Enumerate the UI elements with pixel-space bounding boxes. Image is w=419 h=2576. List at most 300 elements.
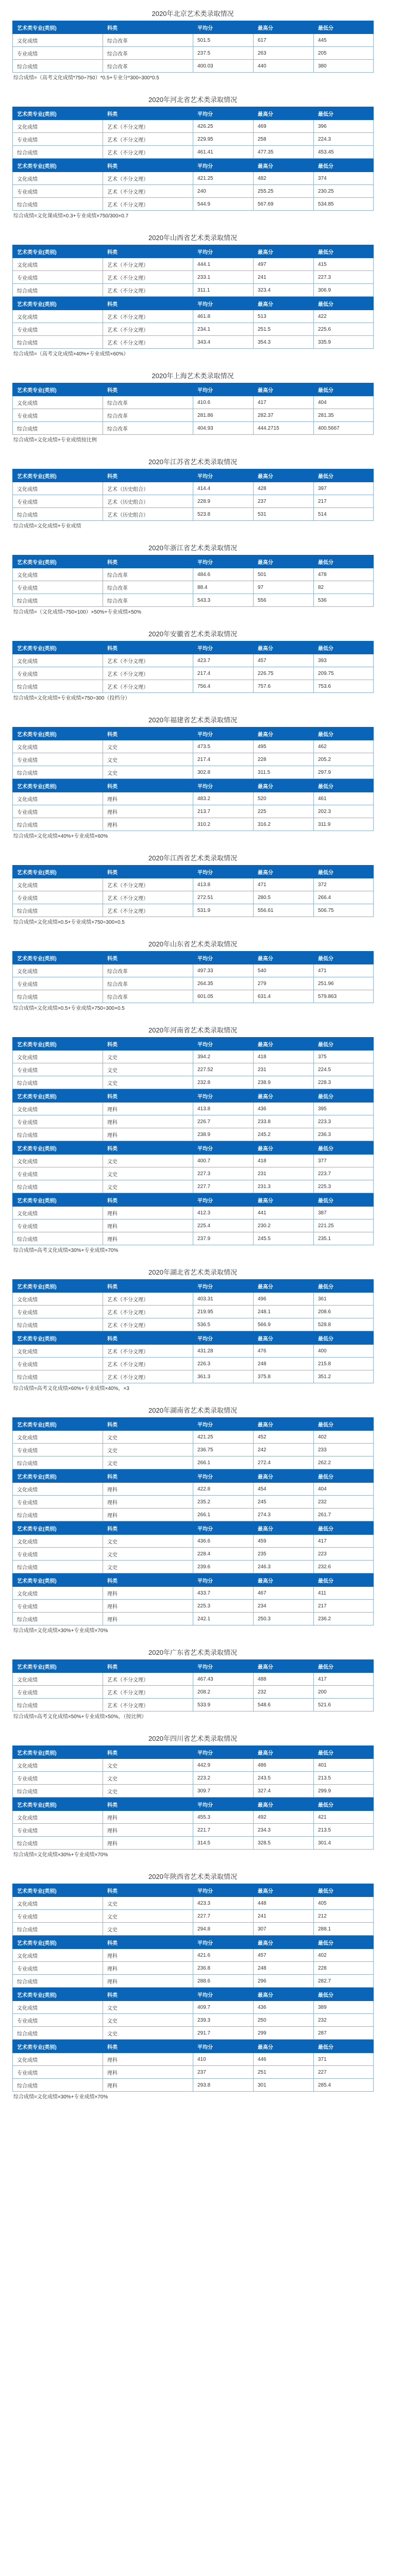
table-cell: 227: [314, 2066, 374, 2079]
table-row: [13, 1535, 374, 1548]
table-cell: 文史: [103, 1910, 193, 1923]
table-row: [13, 1772, 374, 1785]
score-table: [12, 1936, 374, 1988]
table-cell: 艺术（不分文理）: [103, 271, 193, 284]
header-cell: 平均分: [193, 555, 254, 568]
table-header-row: [13, 159, 374, 172]
table-cell: 理科: [103, 1128, 193, 1141]
section-spacer: [0, 1257, 419, 1266]
table-cell: 综合成绩: [13, 198, 103, 211]
table-cell: 299: [254, 2027, 314, 2040]
table-cell: 综合改革: [103, 396, 193, 409]
table-cell: 444.1: [193, 258, 254, 271]
table-cell: 226.7: [193, 1115, 254, 1128]
score-table: [12, 245, 374, 297]
table-cell: 文史: [103, 1897, 193, 1910]
table-cell: 文史: [103, 2027, 193, 2040]
table-cell: 艺术（不分文理）: [103, 336, 193, 349]
table-cell: 综合改革: [103, 568, 193, 581]
header-cell: 科类: [103, 107, 193, 120]
table-cell: 250.3: [254, 1613, 314, 1625]
table-cell: 文史: [103, 1759, 193, 1772]
table-cell: 理科: [103, 1811, 193, 1824]
table-cell: 394.2: [193, 1050, 254, 1063]
table-cell: 艺术（不分文理）: [103, 1306, 193, 1318]
table-cell: 242: [254, 1444, 314, 1456]
header-cell: 最低分: [314, 952, 374, 964]
table-cell: 361: [314, 1293, 374, 1306]
table-cell: 461.41: [193, 146, 254, 159]
table-row: [13, 1050, 374, 1063]
table-cell: 484.6: [193, 568, 254, 581]
header-cell: 最低分: [314, 1522, 374, 1535]
table-row: [13, 409, 374, 422]
header-cell: 最低分: [314, 383, 374, 396]
table-cell: 251.96: [314, 977, 374, 990]
header-cell: 平均分: [193, 1470, 254, 1483]
header-cell: 平均分: [193, 383, 254, 396]
table-header-row: [13, 641, 374, 654]
table-row: [13, 271, 374, 284]
admission-section: [12, 1646, 373, 1723]
table-cell: 556: [254, 594, 314, 607]
header-cell: 艺术类专业(类别): [13, 1746, 103, 1759]
table-cell: 436.6: [193, 1535, 254, 1548]
table-cell: 艺术（不分文理）: [103, 1345, 193, 1358]
table-cell: 文史: [103, 1076, 193, 1089]
table-cell: 274.3: [254, 1509, 314, 1521]
table-row: [13, 1076, 374, 1089]
table-cell: 396: [314, 120, 374, 133]
table-cell: 艺术（不分文理）: [103, 172, 193, 185]
table-header-row: [13, 297, 374, 310]
section-title: 2020年河北省艺术类录取情况: [148, 96, 237, 104]
header-cell: 平均分: [193, 2040, 254, 2053]
table-cell: 97: [254, 581, 314, 594]
table-cell: 文化成绩: [13, 1483, 103, 1496]
table-cell: 436: [254, 1103, 314, 1115]
table-row: [13, 1759, 374, 1772]
section-title: 2020年湖南省艺术类录取情况: [148, 1406, 237, 1414]
table-cell: 506.75: [314, 904, 374, 917]
table-cell: 228.9: [193, 495, 254, 508]
formula-note: 综合成绩=文化成绩×0.5+专业成绩×750÷300×0.5: [13, 1006, 125, 1011]
table-cell: 文史: [103, 1561, 193, 1573]
table-cell: 266.1: [193, 1509, 254, 1521]
formula-note: 综合成绩=文化成绩×30%+专业成绩×70%: [13, 1628, 108, 1634]
table-row: [13, 1897, 374, 1910]
table-cell: 专业成绩: [13, 891, 103, 904]
table-header-row: [13, 383, 374, 396]
header-cell: 科类: [103, 1574, 193, 1587]
table-cell: 441: [254, 1207, 314, 1219]
score-table: [12, 1417, 374, 1469]
table-header-row: [13, 1332, 374, 1345]
table-cell: 536: [314, 594, 374, 607]
table-cell: 227.52: [193, 1063, 254, 1076]
table-cell: 综合成绩: [13, 818, 103, 831]
table-cell: 艺术（历史组合）: [103, 482, 193, 495]
table-cell: 237.5: [193, 47, 254, 60]
table-cell: 467.43: [193, 1673, 254, 1686]
table-cell: 461.8: [193, 310, 254, 323]
table-row: [13, 1483, 374, 1496]
table-cell: 文化成绩: [13, 172, 103, 185]
header-cell: 艺术类专业(类别): [13, 159, 103, 172]
table-row: [13, 2027, 374, 2040]
table-cell: 400: [314, 1345, 374, 1358]
table-cell: 231: [254, 1167, 314, 1180]
header-cell: 艺术类专业(类别): [13, 727, 103, 740]
table-cell: 202.3: [314, 805, 374, 818]
table-cell: 专业成绩: [13, 977, 103, 990]
table-cell: 410: [193, 2053, 254, 2066]
table-cell: 248: [254, 1962, 314, 1975]
table-cell: 411: [314, 1587, 374, 1600]
table-cell: 专业成绩: [13, 271, 103, 284]
table-cell: 255.25: [254, 185, 314, 198]
table-cell: 文化成绩: [13, 396, 103, 409]
table-cell: 综合成绩: [13, 1785, 103, 1798]
table-row: [13, 198, 374, 211]
table-row: [13, 680, 374, 693]
table-row: [13, 310, 374, 323]
table-row: [13, 1180, 374, 1193]
table-cell: 理科: [103, 1509, 193, 1521]
table-cell: 文化成绩: [13, 120, 103, 133]
table-cell: 文史: [103, 2014, 193, 2027]
header-cell: 最低分: [314, 107, 374, 120]
table-cell: 395: [314, 1103, 374, 1115]
header-cell: 最高分: [254, 779, 314, 792]
table-cell: 234: [254, 1600, 314, 1613]
header-cell: 最高分: [254, 1798, 314, 1811]
header-cell: 平均分: [193, 107, 254, 120]
table-cell: 374: [314, 172, 374, 185]
table-cell: 417: [254, 396, 314, 409]
formula-note: 综合成绩=文化课成绩×0.3+专业成绩×750/300×0.7: [13, 213, 129, 219]
table-cell: 471: [314, 964, 374, 977]
section-spacer: [0, 532, 419, 541]
table-cell: 250: [254, 2014, 314, 2027]
table-row: [13, 1548, 374, 1561]
header-cell: 科类: [103, 1332, 193, 1345]
section-title: 2020年河南省艺术类录取情况: [148, 1026, 237, 1034]
table-cell: 266.1: [193, 1456, 254, 1469]
header-cell: 艺术类专业(类别): [13, 1194, 103, 1207]
admission-section: [12, 714, 373, 842]
formula-note: 综合成绩=文化成绩+专业成绩×750÷300（投档分）: [13, 696, 130, 701]
table-cell: 233.8: [254, 1115, 314, 1128]
table-row: [13, 1923, 374, 1936]
header-cell: 平均分: [193, 1332, 254, 1345]
table-cell: 综合改革: [103, 409, 193, 422]
table-cell: 理科: [103, 1496, 193, 1509]
table-row: [13, 47, 374, 60]
table-cell: 理科: [103, 1837, 193, 1850]
table-cell: 专业成绩: [13, 47, 103, 60]
table-cell: 301.4: [314, 1837, 374, 1850]
table-cell: 213.5: [314, 1824, 374, 1837]
table-cell: 448: [254, 1897, 314, 1910]
table-cell: 223.3: [314, 1115, 374, 1128]
table-cell: 理科: [103, 1587, 193, 1600]
table-cell: 综合成绩: [13, 1318, 103, 1331]
table-cell: 艺术（历史组合）: [103, 508, 193, 521]
table-cell: 279: [254, 977, 314, 990]
table-cell: 567.69: [254, 198, 314, 211]
table-header-row: [13, 1798, 374, 1811]
table-cell: 422.8: [193, 1483, 254, 1496]
score-table: [12, 727, 374, 779]
table-cell: 477.35: [254, 146, 314, 159]
section-spacer: [0, 446, 419, 455]
score-table: [12, 2040, 374, 2092]
table-row: [13, 818, 374, 831]
table-header-row: [13, 21, 374, 34]
table-cell: 264.35: [193, 977, 254, 990]
table-cell: 文史: [103, 766, 193, 779]
formula-note: 综合成绩=文化成绩×0.5+专业成绩×750÷300×0.5: [13, 920, 125, 925]
table-cell: 239.6: [193, 1561, 254, 1573]
table-cell: 230.25: [314, 185, 374, 198]
table-cell: 272.51: [193, 891, 254, 904]
header-cell: 艺术类专业(类别): [13, 1660, 103, 1673]
table-cell: 综合改革: [103, 990, 193, 1003]
table-header-row: [13, 555, 374, 568]
table-cell: 483.2: [193, 792, 254, 805]
table-cell: 专业成绩: [13, 1772, 103, 1785]
table-cell: 410.6: [193, 396, 254, 409]
table-cell: 综合成绩: [13, 904, 103, 917]
formula-note: 综合成绩=高考文化成绩×50%+专业成绩×50%，（按比例）: [13, 1714, 147, 1720]
table-cell: 423.3: [193, 1897, 254, 1910]
table-row: [13, 1824, 374, 1837]
table-cell: 艺术（不分文理）: [103, 1699, 193, 1711]
section-spacer: [0, 618, 419, 628]
header-cell: 平均分: [193, 1798, 254, 1811]
table-cell: 专业成绩: [13, 409, 103, 422]
table-cell: 综合改革: [103, 977, 193, 990]
table-cell: 理科: [103, 2053, 193, 2066]
table-cell: 艺术（不分文理）: [103, 654, 193, 667]
table-row: [13, 495, 374, 508]
table-cell: 专业成绩: [13, 2066, 103, 2079]
section-spacer: [0, 1395, 419, 1404]
table-cell: 404: [314, 1483, 374, 1496]
header-cell: 最高分: [254, 1988, 314, 2001]
table-row: [13, 2053, 374, 2066]
table-cell: 327.4: [254, 1785, 314, 1798]
table-cell: 综合成绩: [13, 60, 103, 73]
table-cell: 综合成绩: [13, 1180, 103, 1193]
table-cell: 316.2: [254, 818, 314, 831]
table-cell: 219.95: [193, 1306, 254, 1318]
table-cell: 251: [254, 2066, 314, 2079]
formula-note: 综合成绩=高考文化成绩×60%+专业成绩×40%，×3: [13, 1386, 129, 1392]
table-cell: 艺术（不分文理）: [103, 1673, 193, 1686]
table-cell: 753.6: [314, 680, 374, 693]
table-cell: 综合成绩: [13, 1975, 103, 1988]
section-title: 2020年福建省艺术类录取情况: [148, 716, 237, 724]
table-cell: 理科: [103, 818, 193, 831]
table-cell: 446: [254, 2053, 314, 2066]
table-cell: 217: [314, 1600, 374, 1613]
header-cell: 最高分: [254, 2040, 314, 2053]
header-cell: 艺术类专业(类别): [13, 779, 103, 792]
score-table: [12, 297, 374, 349]
header-cell: 最低分: [314, 1884, 374, 1897]
admission-section: [12, 231, 373, 360]
table-cell: 217.4: [193, 753, 254, 766]
table-row: [13, 1456, 374, 1469]
table-cell: 309.7: [193, 1785, 254, 1798]
header-cell: 最高分: [254, 866, 314, 878]
table-cell: 文化成绩: [13, 1535, 103, 1548]
table-cell: 文化成绩: [13, 1949, 103, 1962]
header-cell: 科类: [103, 1090, 193, 1103]
table-row: [13, 1837, 374, 1850]
table-cell: 文化成绩: [13, 310, 103, 323]
table-cell: 文史: [103, 1548, 193, 1561]
table-cell: 233.1: [193, 271, 254, 284]
table-cell: 综合改革: [103, 964, 193, 977]
table-cell: 专业成绩: [13, 1548, 103, 1561]
table-row: [13, 766, 374, 779]
header-cell: 最低分: [314, 1090, 374, 1103]
table-cell: 综合成绩: [13, 1509, 103, 1521]
score-table: [12, 1141, 374, 1193]
score-table: [12, 21, 374, 73]
header-cell: 平均分: [193, 297, 254, 310]
table-header-row: [13, 1090, 374, 1103]
table-cell: 248.1: [254, 1306, 314, 1318]
table-cell: 综合成绩: [13, 1837, 103, 1850]
table-cell: 232: [314, 2014, 374, 2027]
table-cell: 209.75: [314, 667, 374, 680]
table-cell: 462: [314, 740, 374, 753]
table-cell: 文史: [103, 1431, 193, 1444]
table-cell: 231.3: [254, 1180, 314, 1193]
table-cell: 343.4: [193, 336, 254, 349]
table-cell: 473.5: [193, 740, 254, 753]
header-cell: 平均分: [193, 159, 254, 172]
header-cell: 平均分: [193, 1746, 254, 1759]
admission-section: [12, 1024, 373, 1257]
table-cell: 227.3: [314, 271, 374, 284]
header-cell: 科类: [103, 1936, 193, 1949]
header-cell: 科类: [103, 245, 193, 258]
table-cell: 文化成绩: [13, 1345, 103, 1358]
header-cell: 平均分: [193, 1142, 254, 1155]
table-cell: 综合改革: [103, 581, 193, 594]
table-cell: 208.2: [193, 1686, 254, 1699]
table-row: [13, 258, 374, 271]
table-row: [13, 1910, 374, 1923]
header-cell: 最低分: [314, 1332, 374, 1345]
table-cell: 400.7: [193, 1155, 254, 1167]
table-cell: 综合成绩: [13, 990, 103, 1003]
table-cell: 综合成绩: [13, 336, 103, 349]
header-cell: 最高分: [254, 1090, 314, 1103]
table-cell: 理科: [103, 1207, 193, 1219]
table-cell: 理科: [103, 1219, 193, 1232]
table-cell: 艺术（历史组合）: [103, 495, 193, 508]
table-cell: 457: [254, 1949, 314, 1962]
table-cell: 综合成绩: [13, 1128, 103, 1141]
admission-section: [12, 455, 373, 532]
table-cell: 232: [254, 1686, 314, 1699]
table-row: [13, 891, 374, 904]
table-cell: 241: [254, 1910, 314, 1923]
table-row: [13, 1673, 374, 1686]
admission-section: [12, 7, 373, 84]
table-cell: 综合成绩: [13, 680, 103, 693]
header-cell: 平均分: [193, 1090, 254, 1103]
header-cell: 平均分: [193, 1522, 254, 1535]
table-header-row: [13, 1038, 374, 1050]
header-cell: 艺术类专业(类别): [13, 297, 103, 310]
table-cell: 296: [254, 1975, 314, 1988]
table-row: [13, 1293, 374, 1306]
header-cell: 科类: [103, 297, 193, 310]
table-cell: 617: [254, 34, 314, 47]
table-cell: 专业成绩: [13, 1686, 103, 1699]
table-cell: 专业成绩: [13, 667, 103, 680]
table-row: [13, 568, 374, 581]
table-cell: 285.4: [314, 2079, 374, 2092]
table-cell: 文化成绩: [13, 792, 103, 805]
table-cell: 280.5: [254, 891, 314, 904]
header-cell: 艺术类专业(类别): [13, 1522, 103, 1535]
table-header-row: [13, 245, 374, 258]
table-cell: 380: [314, 60, 374, 73]
table-cell: 文史: [103, 1180, 193, 1193]
table-cell: 393: [314, 654, 374, 667]
table-cell: 文化成绩: [13, 1155, 103, 1167]
table-row: [13, 1207, 374, 1219]
table-cell: 综合成绩: [13, 284, 103, 297]
table-row: [13, 964, 374, 977]
formula-note: 综合成绩=文化成绩+专业成绩: [13, 523, 81, 529]
section-title: 2020年山西省艺术类录取情况: [148, 234, 237, 242]
table-header-row: [13, 1194, 374, 1207]
header-cell: 艺术类专业(类别): [13, 245, 103, 258]
admission-section: [12, 938, 373, 1014]
table-cell: 文史: [103, 1785, 193, 1798]
admission-section: [12, 852, 373, 928]
table-cell: 422: [314, 310, 374, 323]
score-table: [12, 469, 374, 521]
header-cell: 艺术类专业(类别): [13, 952, 103, 964]
admission-section: [12, 1732, 373, 1861]
table-cell: 艺术（不分文理）: [103, 1686, 193, 1699]
table-cell: 375: [314, 1050, 374, 1063]
table-cell: 理科: [103, 1103, 193, 1115]
score-table: [12, 159, 374, 211]
table-cell: 428: [254, 482, 314, 495]
table-cell: 372: [314, 878, 374, 891]
table-cell: 224.3: [314, 133, 374, 146]
section-title: 2020年安徽省艺术类录取情况: [148, 630, 237, 638]
section-spacer: [0, 84, 419, 93]
table-cell: 专业成绩: [13, 581, 103, 594]
table-row: [13, 1785, 374, 1798]
table-cell: 艺术（不分文理）: [103, 284, 193, 297]
table-cell: 293.8: [193, 2079, 254, 2092]
section-title: 2020年陕西省艺术类录取情况: [148, 1873, 237, 1880]
table-cell: 228.4: [193, 1548, 254, 1561]
